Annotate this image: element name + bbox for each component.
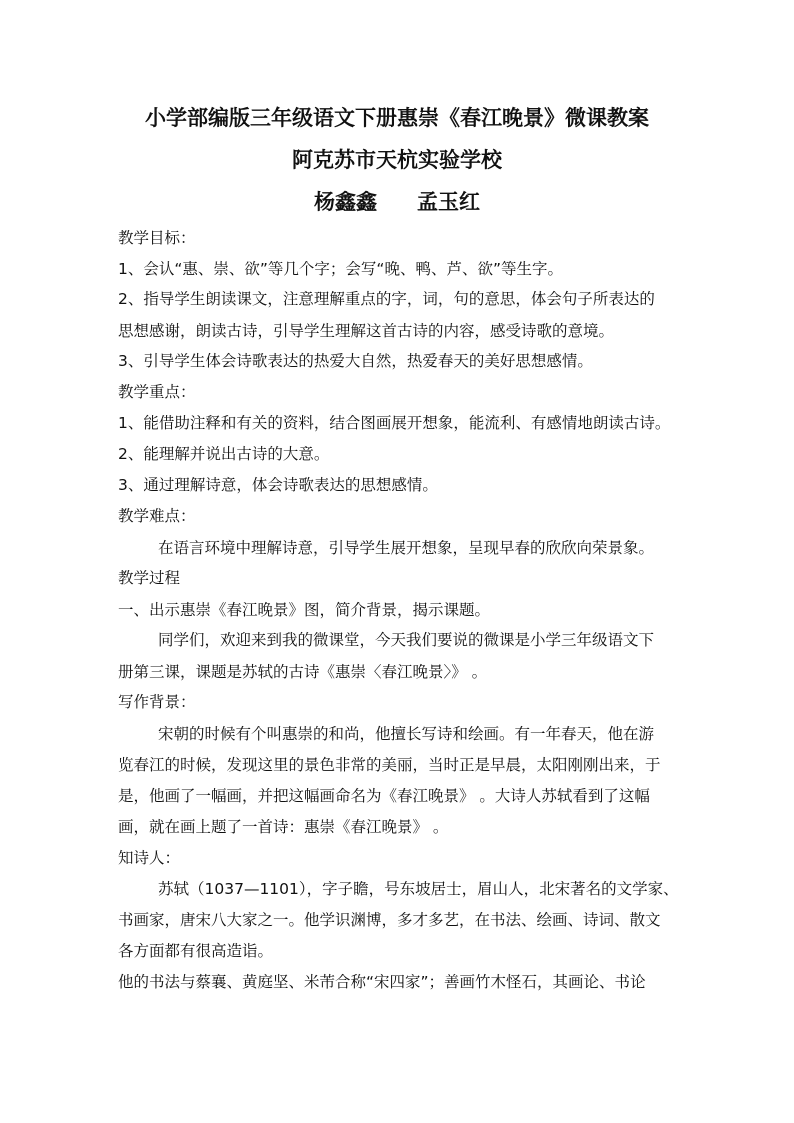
author-name-2: 孟玉红 [417,189,480,214]
document-title: 小学部编版三年级语文下册惠崇《春江晚景》微课教案 [145,105,649,130]
paragraph-line: 览春江的时候，发现这里的景色非常的美丽，当时正是早晨，太阳刚刚出来，于 [118,756,661,774]
paragraph-line: 3、通过理解诗意，体会诗歌表达的思想感情。 [118,476,438,494]
section-heading-keypoints: 教学重点： [118,383,196,401]
section-heading-process: 教学过程 [118,569,181,587]
section-heading-poet: 知诗人： [118,849,181,867]
paragraph-line: 苏轼（1037—1101），字子瞻，号东坡居士，眉山人，北宋著名的文学家、 [158,880,679,898]
paragraph-line: 各方面都有很高造诣。 [118,942,274,960]
paragraph-line: 2、能理解并说出古诗的大意。 [118,445,330,463]
paragraph-line: 宋朝的时候有个叫惠崇的和尚，他擅长写诗和绘画。有一年春天，他在游 [158,725,655,743]
author-names [0,188,794,216]
paragraph-line: 在语言环境中理解诗意，引导学生展开想象，呈现早春的欣欣向荣景象。 [158,539,655,557]
author-name-1: 杨鑫鑫 [314,189,377,214]
paragraph-line: 同学们，欢迎来到我的微课堂，今天我们要说的微课是小学三年级语文下 [158,631,655,649]
paragraph-line: 1、会认“惠、崇、欲”等几个字；会写“晚、鸭、芦、欲”等生字。 [118,260,563,278]
section-heading-background: 写作背景： [118,693,196,711]
paragraph-line: 是，他画了一幅画，并把这幅画命名为《春江晚景》 。大诗人苏轼看到了这幅 [118,787,650,805]
section-heading-difficulty: 教学难点： [118,507,196,525]
school-name: 阿克苏市天杭实验学校 [292,147,502,172]
paragraph-line: 书画家，唐宋八大家之一。他学识渊博，多才多艺，在书法、绘画、诗词、散文 [118,911,661,929]
paragraph-line: 2、指导学生朗读课文，注意理解重点的字，词，句的意思，体会句子所表达的 [118,290,655,308]
paragraph-line: 册第三课，课题是苏轼的古诗《惠崇〈春江晚景〉》 。 [118,663,488,681]
paragraph-line: 他的书法与蔡襄、黄庭坚、米芾合称“宋四家”；善画竹木怪石，其画论、书论 [118,973,646,991]
paragraph-line: 1、能借助注释和有关的资料，结合图画展开想象，能流利、有感情地朗读古诗。 [118,414,671,432]
paragraph-line: 思想感谢，朗读古诗，引导学生理解这首古诗的内容，感受诗歌的意境。 [118,322,615,340]
section-heading-goals: 教学目标： [118,229,196,247]
paragraph-line: 一、出示惠崇《春江晚景》图，简介背景，揭示课题。 [118,601,491,619]
paragraph-line: 3、引导学生体会诗歌表达的热爱大自然，热爱春天的美好思想感情。 [118,352,593,370]
paragraph-line: 画，就在画上题了一首诗：惠崇《春江晚景》 。 [118,818,449,836]
